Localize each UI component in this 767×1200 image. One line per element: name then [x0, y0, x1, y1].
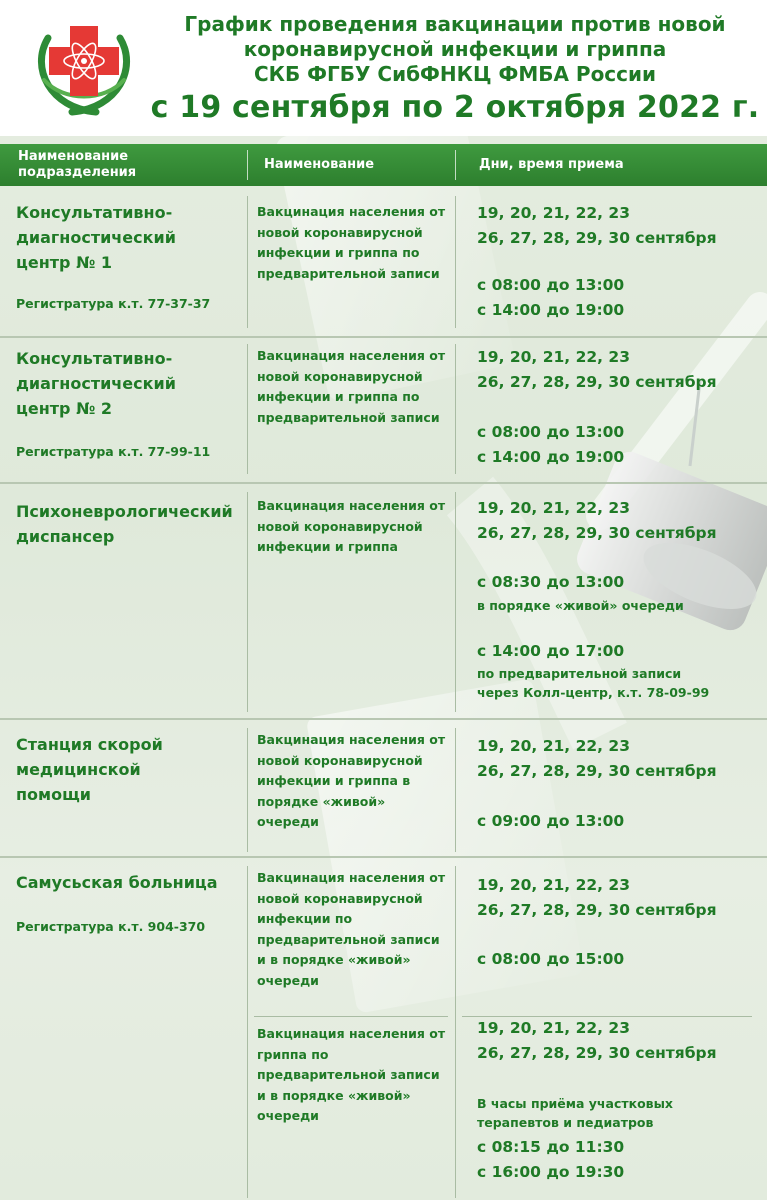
schedule-note: через Колл-центр, к.т. 78-09-99: [477, 685, 710, 700]
cell-divider: [247, 492, 248, 712]
title-line-1: График проведения вакцинации против новой: [184, 12, 726, 36]
cell-divider: [247, 728, 248, 852]
table-row: [0, 186, 767, 336]
schedule-days: 19, 20, 21, 22, 23: [477, 1019, 630, 1037]
page-header: [0, 0, 767, 136]
table-row: [0, 720, 767, 856]
department-name: Станция скорой медицинской помощи: [16, 735, 163, 804]
table-row: [0, 484, 767, 718]
schedule-days: 26, 27, 28, 29, 30 сентября: [477, 901, 717, 919]
sub-row-divider: [254, 1016, 448, 1017]
column-divider: [247, 150, 248, 180]
cell-divider: [455, 866, 456, 1198]
schedule-time: с 08:00 до 13:00: [477, 423, 625, 441]
schedule-time: с 08:00 до 13:00: [477, 276, 625, 294]
schedule-days: 19, 20, 21, 22, 23: [477, 204, 630, 222]
table-row: [0, 338, 767, 482]
title-line-2: коронавирусной инфекции и гриппа: [243, 37, 667, 61]
registry-phone: Регистратура к.т. 77-99-11: [16, 444, 211, 459]
schedule-note: по предварительной записи: [477, 666, 682, 681]
service-description: Вакцинация населения от новой коронавирусной инфекции и гриппа по предварительной записи: [257, 348, 446, 425]
department-name: Консультативно-диагностический центр № 2: [16, 349, 176, 418]
schedule-days: 26, 27, 28, 29, 30 сентября: [477, 1044, 717, 1062]
schedule-time: с 08:30 до 13:00: [477, 573, 625, 591]
schedule-days: 19, 20, 21, 22, 23: [477, 876, 630, 894]
service-description: Вакцинация населения от новой коронавирусной инфекции и гриппа по предварительной записи: [257, 204, 446, 281]
table-header: [0, 144, 767, 186]
cell-divider: [455, 344, 456, 474]
cell-divider: [455, 728, 456, 852]
medical-cross-atom-logo-icon: [34, 20, 134, 116]
cell-divider: [247, 344, 248, 474]
schedule-time: с 09:00 до 13:00: [477, 812, 625, 830]
column-header-days-time: Дни, время приема: [479, 157, 624, 172]
cell-divider: [455, 492, 456, 712]
cell-divider: [455, 196, 456, 328]
schedule-time: с 14:00 до 19:00: [477, 301, 625, 319]
schedule-days: 19, 20, 21, 22, 23: [477, 737, 630, 755]
department-name: Консультативно-диагностический центр № 1: [16, 203, 176, 272]
schedule-note: терапевтов и педиатров: [477, 1115, 654, 1130]
schedule-days: 19, 20, 21, 22, 23: [477, 348, 630, 366]
title-line-3: СКБ ФГБУ СибФНКЦ ФМБА России: [253, 62, 657, 86]
column-header-department: Наименование подразделения: [18, 149, 137, 180]
service-description: Вакцинация населения от гриппа по предварительной записи и в порядке «живой» очереди: [257, 1026, 446, 1123]
schedule-note: В часы приёма участковых: [477, 1096, 673, 1111]
schedule-days: 26, 27, 28, 29, 30 сентября: [477, 762, 717, 780]
schedule-time: с 08:15 до 11:30: [477, 1138, 625, 1156]
schedule-time: с 14:00 до 17:00: [477, 642, 625, 660]
cell-divider: [247, 196, 248, 328]
schedule-time: с 08:00 до 15:00: [477, 950, 625, 968]
service-description: Вакцинация населения от новой коронавирусной инфекции и гриппа в порядке «живой» очереди: [257, 732, 446, 829]
cell-divider: [247, 866, 248, 1198]
service-description: Вакцинация населения от новой коронавирусной инфекции по предварительной записи и в порядке «живой» очереди: [257, 870, 446, 988]
schedule-note: в порядке «живой» очереди: [477, 598, 684, 613]
service-description: Вакцинация населения от новой коронавирусной инфекции и гриппа: [257, 498, 446, 554]
schedule-days: 19, 20, 21, 22, 23: [477, 499, 630, 517]
registry-phone: Регистратура к.т. 904-370: [16, 919, 206, 934]
page-title: [150, 12, 760, 128]
schedule-days: 26, 27, 28, 29, 30 сентября: [477, 524, 717, 542]
department-name: Психоневрологический диспансер: [16, 502, 233, 546]
schedule-days: 26, 27, 28, 29, 30 сентября: [477, 373, 717, 391]
department-name: Самусьская больница: [16, 873, 218, 892]
column-header-service: Наименование: [264, 157, 375, 172]
schedule-time: с 14:00 до 19:00: [477, 448, 625, 466]
registry-phone: Регистратура к.т. 77-37-37: [16, 296, 211, 311]
schedule-area: [0, 136, 767, 1200]
table-row: [0, 858, 767, 1200]
column-divider: [455, 150, 456, 180]
schedule-days: 26, 27, 28, 29, 30 сентября: [477, 229, 717, 247]
schedule-time: с 16:00 до 19:30: [477, 1163, 625, 1181]
date-range-title: с 19 сентября по 2 октября 2022 г.: [150, 90, 760, 125]
